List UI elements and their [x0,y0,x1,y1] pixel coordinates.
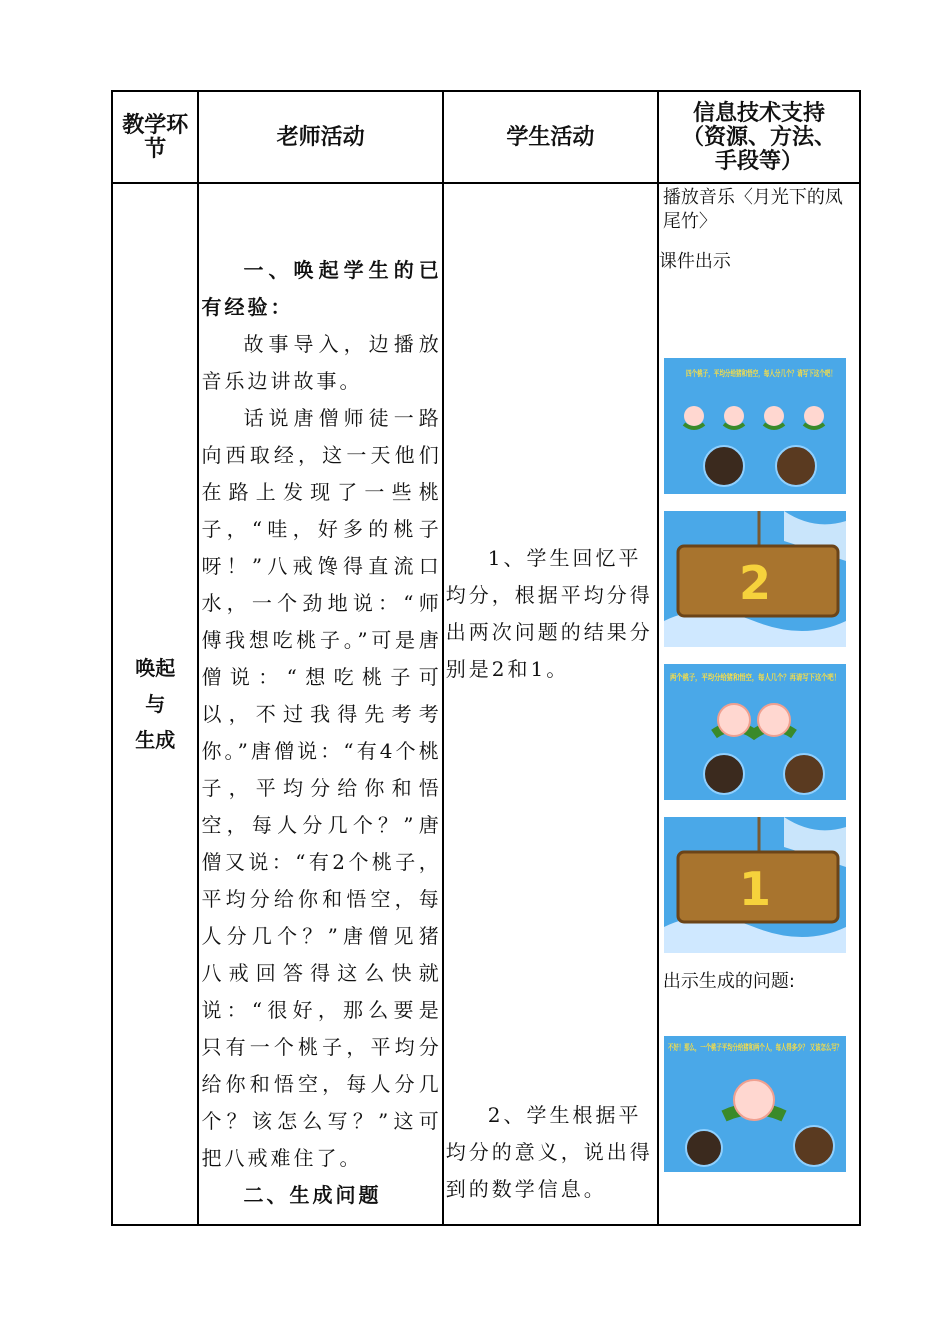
student-item-1: 1、学生回忆平均分，根据平均分得出两次问题的结果分别是2和1。 [445,546,653,681]
lesson-plan-table [111,90,927,1226]
student-item-2: 2、学生根据平均分的意义，说出得到的数学信息。 [445,1103,653,1201]
slide-1-image [664,358,902,494]
teacher-heading-1: 一、唤起学生的已有经验： [201,258,442,319]
slide-2-image [664,511,846,647]
pigsy-avatar-icon [704,754,744,794]
teacher-para-2: 话说唐僧师徒一路向西取经，这一天他们在路上发现了一些桃子，“哇，好多的桃子呀！”八戒馋得直流口水，一个劲地说：“师傅我想吃桃子。”可是唐僧说：“想吃桃子可以，不过我得先考考你。”唐僧说：“有4个桃子，平均分给你和悟空，每人分几个？”唐僧又说：“有2个桃子，平均分给你和悟空，每人分几个？”唐僧见猪八戒回答得这么快就说：“很好，那么要是只有一个桃子，平均分给你和悟空，每人分几个？该怎么写？”这可把八戒难住了。 [201,406,442,1170]
header-info-line2: （资源、方法、 [681,124,836,150]
teacher-heading-2: 二、生成问题 [243,1183,382,1207]
slide-2-number: 2 [738,556,771,610]
info-cell [658,183,927,1225]
courseware-slide-5 [664,1036,927,1172]
slide-4-number: 1 [738,862,771,916]
stage-line2: 与 [145,692,166,716]
monkey-avatar-icon [776,446,816,486]
stage-line3: 生成 [135,728,176,752]
peach-icon [758,704,790,736]
slide-5-image [664,1036,927,1172]
slide-4-image [664,817,846,953]
teacher-cell [198,183,442,1225]
slide-3-image [664,664,886,800]
music-note: 播放音乐〈月光下的凤尾竹〉 [662,187,843,232]
header-teacher [198,91,442,183]
header-teacher-text: 老师活动 [276,124,365,150]
header-student-text: 学生活动 [506,124,595,150]
stage-line1: 唤起 [135,656,176,680]
header-row [112,91,860,183]
peach-icon [718,704,750,736]
courseware-slide-3 [664,664,886,800]
header-stage-text: 教学环节 [122,112,189,162]
slide-5-caption: 不好！那么，一个桃子平均分给猪和两个人，每人得多少？ 又该怎么写？ [667,1043,927,1052]
generated-problem-label: 出示生成的问题: [662,971,795,992]
content-row [112,183,860,1225]
stage-cell [112,183,198,1225]
header-stage [112,91,198,183]
monkey-avatar-icon [784,754,824,794]
monkey-avatar-icon [794,1126,834,1166]
header-info-line1: 信息技术支持 [692,100,825,126]
courseware-slide-4 [664,817,846,953]
slide-3-caption: 两个桃子，平均分给猪和悟空，每人几个？再请写下这个吧！ [669,673,886,682]
pigsy-avatar-icon [704,446,744,486]
header-info-line3: 手段等） [714,148,803,174]
header-info [658,91,860,183]
courseware-slide-1 [664,358,902,494]
peach-icon [734,1080,774,1120]
teacher-para-1: 故事导入，边播放音乐边讲故事。 [201,332,442,393]
courseware-slide-2 [664,511,846,647]
slide-1-caption: 四个桃子，平均分给猪和悟空，每人分几个？请写下这个吧！ [685,369,902,378]
student-cell [443,183,658,1225]
header-student [443,91,658,183]
courseware-note: 课件出示 [658,251,731,272]
pigsy-avatar-icon [686,1130,722,1166]
